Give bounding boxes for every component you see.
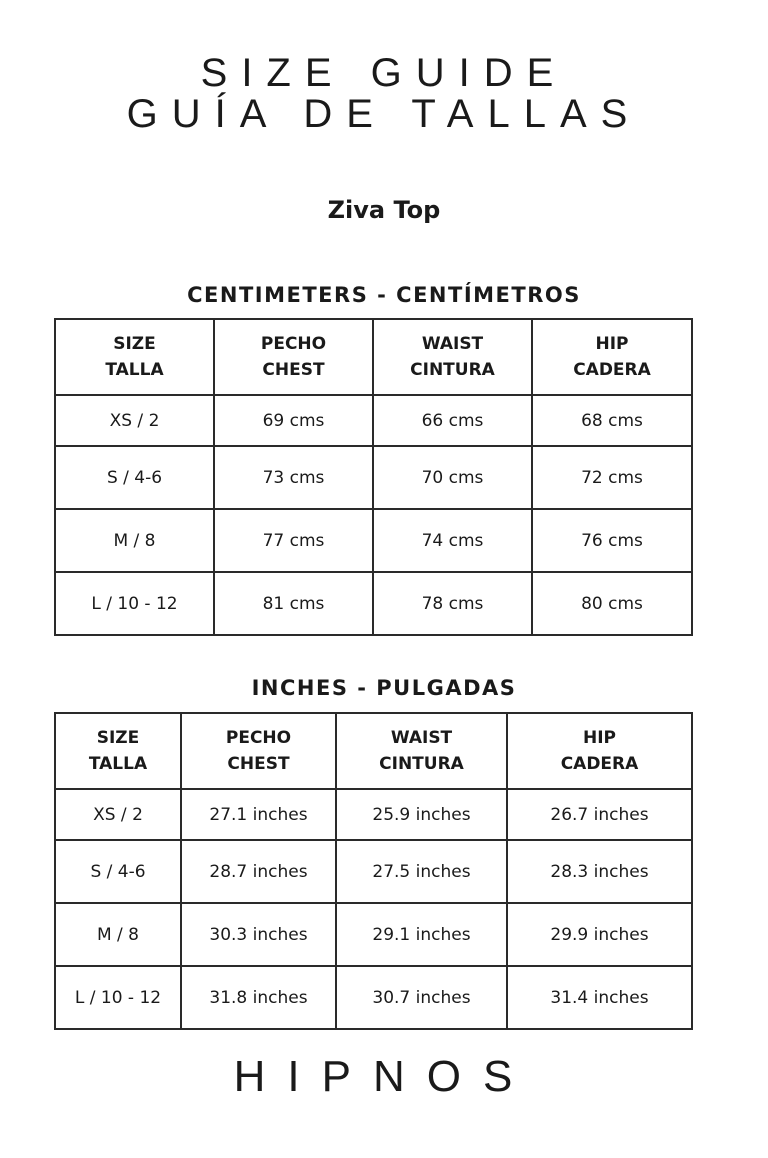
table-row: [55, 572, 692, 635]
header-label: CADERA: [560, 754, 639, 774]
cell-hip: 80 cms: [532, 572, 692, 635]
header-label: CINTURA: [379, 754, 464, 774]
cell-size: XS / 2: [55, 395, 214, 446]
table-row: [55, 966, 692, 1029]
cell-chest: 31.8 inches: [181, 966, 336, 1029]
cell-waist: 78 cms: [373, 572, 532, 635]
header-label: WAIST: [421, 334, 484, 354]
cell-waist: 30.7 inches: [336, 966, 507, 1029]
header-label: WAIST: [390, 728, 453, 748]
header-chest: [214, 319, 373, 395]
header-label: HIP: [595, 334, 629, 354]
cell-size: S / 4-6: [55, 840, 181, 903]
title-spanish: GUÍA DE TALLAS: [126, 92, 642, 136]
cell-chest: 69 cms: [214, 395, 373, 446]
cell-chest: 30.3 inches: [181, 903, 336, 966]
header-label: CADERA: [573, 360, 651, 380]
table-row: [55, 509, 692, 572]
header-chest: [181, 713, 336, 789]
header-size: [55, 319, 214, 395]
header-size: [55, 713, 181, 789]
inches-heading: INCHES - PULGADAS: [251, 676, 517, 700]
cell-hip: 28.3 inches: [507, 840, 692, 903]
header-waist: [336, 713, 507, 789]
table-header-row: [55, 713, 692, 789]
cell-chest: 27.1 inches: [181, 789, 336, 840]
header-label: TALLA: [88, 754, 148, 774]
table-header-row: [55, 319, 692, 395]
table-row: [55, 789, 692, 840]
header-label: CHEST: [227, 754, 290, 774]
cell-hip: 29.9 inches: [507, 903, 692, 966]
cell-waist: 70 cms: [373, 446, 532, 509]
header-hip: [532, 319, 692, 395]
cell-chest: 73 cms: [214, 446, 373, 509]
header-label: SIZE: [113, 334, 156, 354]
cell-waist: 66 cms: [373, 395, 532, 446]
cell-waist: 27.5 inches: [336, 840, 507, 903]
table-row: [55, 840, 692, 903]
cell-chest: 28.7 inches: [181, 840, 336, 903]
cell-size: XS / 2: [55, 789, 181, 840]
cell-hip: 31.4 inches: [507, 966, 692, 1029]
cell-size: S / 4-6: [55, 446, 214, 509]
centimeters-table: [54, 318, 693, 636]
cell-chest: 77 cms: [214, 509, 373, 572]
header-label: TALLA: [105, 360, 164, 380]
header-label: PECHO: [225, 728, 292, 748]
cell-size: M / 8: [55, 509, 214, 572]
table-row: [55, 395, 692, 446]
table-row: [55, 446, 692, 509]
cell-size: L / 10 - 12: [55, 966, 181, 1029]
cell-chest: 81 cms: [214, 572, 373, 635]
cell-hip: 76 cms: [532, 509, 692, 572]
title-english: SIZE GUIDE: [200, 51, 568, 95]
centimeters-heading: CENTIMETERS - CENTÍMETROS: [187, 283, 581, 307]
table-row: [55, 903, 692, 966]
header-hip: [507, 713, 692, 789]
header-label: CINTURA: [410, 360, 495, 380]
product-name: Ziva Top: [327, 196, 441, 224]
cell-size: L / 10 - 12: [55, 572, 214, 635]
header-waist: [373, 319, 532, 395]
cell-hip: 26.7 inches: [507, 789, 692, 840]
header-label: PECHO: [260, 334, 327, 354]
header-label: HIP: [582, 728, 616, 748]
brand-logo: HIPNOS: [233, 1052, 535, 1101]
header-label: CHEST: [262, 360, 325, 380]
cell-waist: 29.1 inches: [336, 903, 507, 966]
cell-waist: 25.9 inches: [336, 789, 507, 840]
cell-waist: 74 cms: [373, 509, 532, 572]
cell-hip: 68 cms: [532, 395, 692, 446]
cell-size: M / 8: [55, 903, 181, 966]
inches-table: [54, 712, 693, 1030]
header-label: SIZE: [96, 728, 140, 748]
cell-hip: 72 cms: [532, 446, 692, 509]
